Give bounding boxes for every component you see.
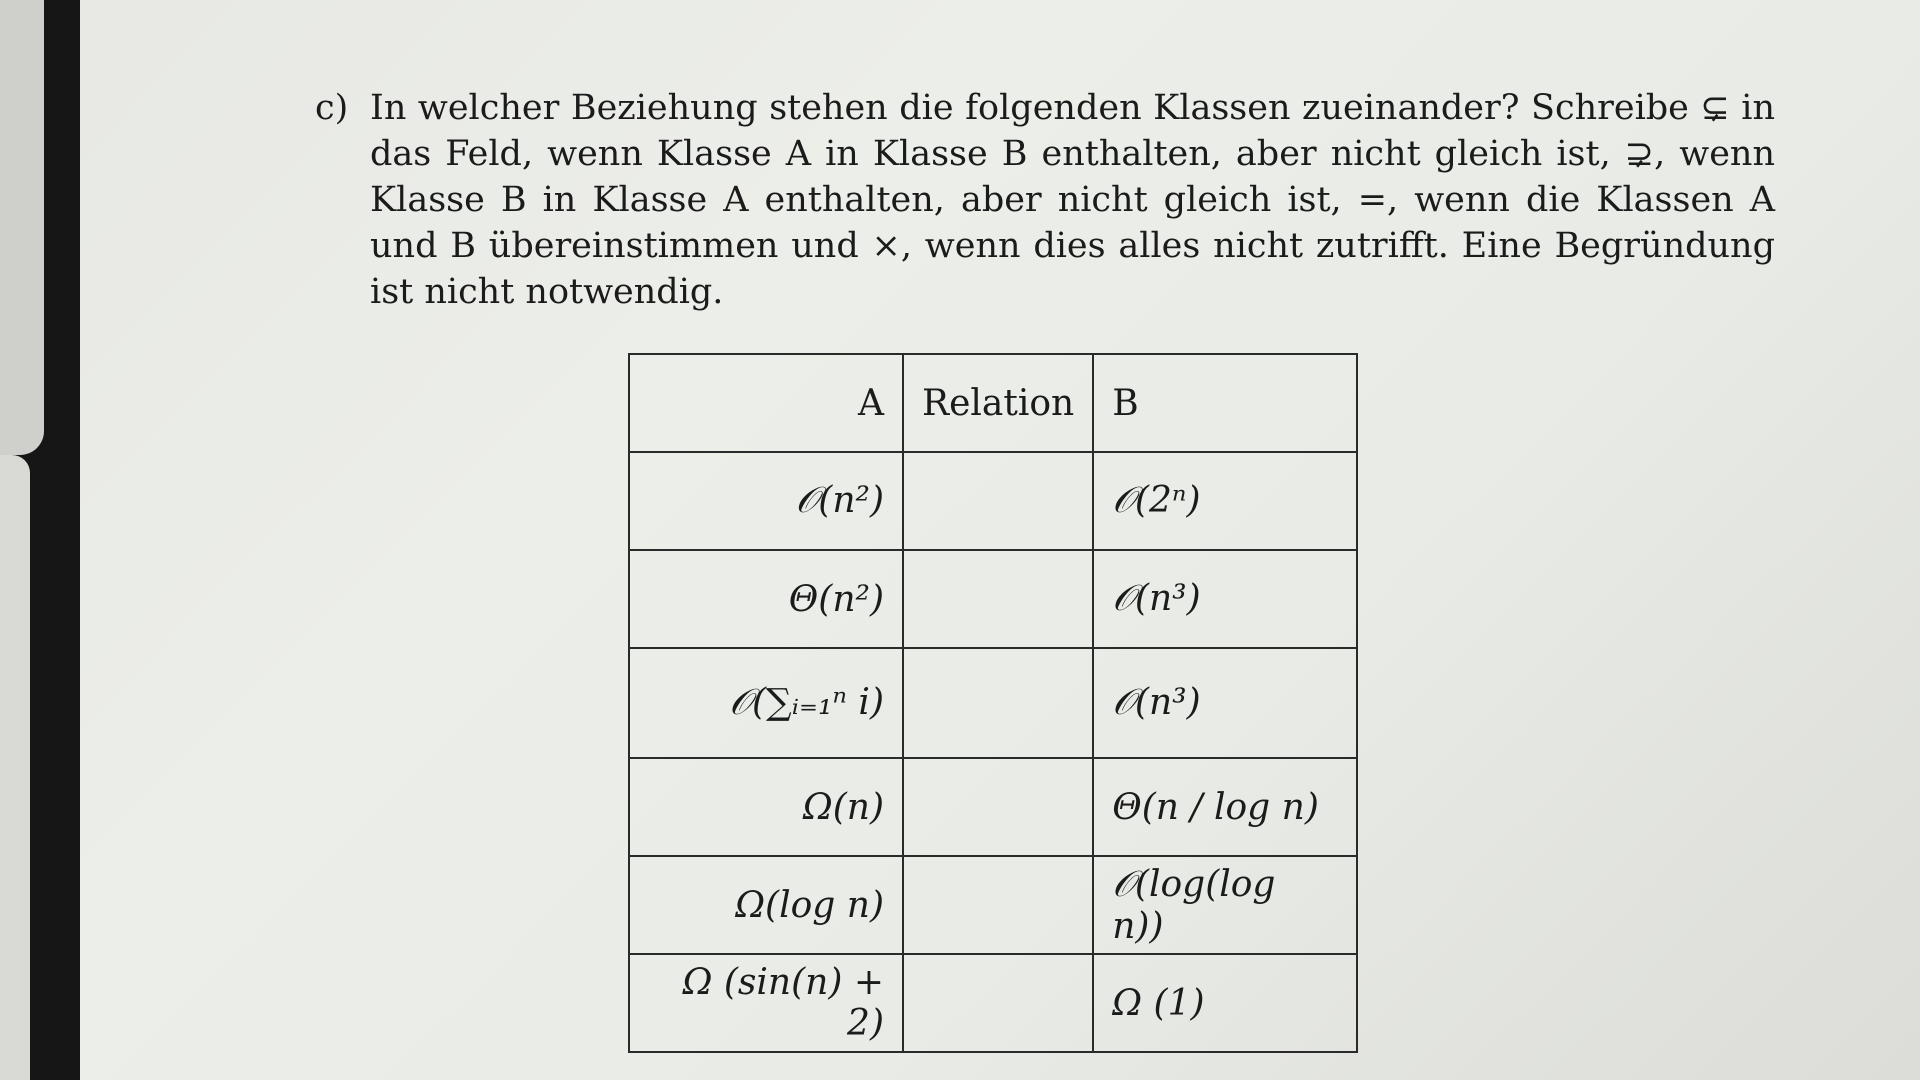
binder-tab-top	[0, 0, 44, 455]
cell-a: 𝒪(∑ᵢ₌₁ⁿ i)	[629, 648, 903, 758]
table-row	[629, 758, 1357, 856]
table-header-row	[629, 354, 1357, 452]
relation-field[interactable]	[903, 648, 1093, 758]
cell-b: Ω (1)	[1093, 954, 1357, 1052]
table-row	[629, 856, 1357, 954]
problem-statement	[315, 85, 1775, 315]
problem-label: c)	[315, 88, 349, 128]
paper-sheet	[80, 0, 1920, 1080]
table-row	[629, 452, 1357, 550]
header-relation: Relation	[903, 354, 1093, 452]
relation-field[interactable]	[903, 550, 1093, 648]
relation-table	[628, 353, 1358, 1053]
cell-a: Ω(log n)	[629, 856, 903, 954]
relation-field[interactable]	[903, 856, 1093, 954]
binder-tab-bottom	[0, 455, 30, 1080]
cell-a: Θ(n²)	[629, 550, 903, 648]
cell-b: 𝒪(n³)	[1093, 550, 1357, 648]
cell-b: Θ(n / log n)	[1093, 758, 1357, 856]
relation-field[interactable]	[903, 452, 1093, 550]
binder-edge	[0, 0, 80, 1080]
header-b: B	[1093, 354, 1357, 452]
problem-text: In welcher Beziehung stehen die folgenden Klassen zueinander? Schreibe ⊊ in das Feld, wenn Klasse A in Klasse B enthalten, aber nicht gleich ist, ⊋, wenn Klasse B in Klasse A enthalten, aber nicht gleich ist, =, wenn die Klassen A und B übereinstimmen und ×, wenn dies alles nicht zutrifft. Eine Begründung ist nicht notwendig.	[370, 88, 1775, 312]
table-row	[629, 550, 1357, 648]
cell-b: 𝒪(2ⁿ)	[1093, 452, 1357, 550]
cell-a: Ω(n)	[629, 758, 903, 856]
header-a: A	[629, 354, 903, 452]
cell-b: 𝒪(n³)	[1093, 648, 1357, 758]
table-row	[629, 954, 1357, 1052]
cell-b: 𝒪(log(log n))	[1093, 856, 1357, 954]
table-row	[629, 648, 1357, 758]
relation-field[interactable]	[903, 758, 1093, 856]
relation-field[interactable]	[903, 954, 1093, 1052]
cell-a: Ω (sin(n) + 2)	[629, 954, 903, 1052]
cell-a: 𝒪(n²)	[629, 452, 903, 550]
